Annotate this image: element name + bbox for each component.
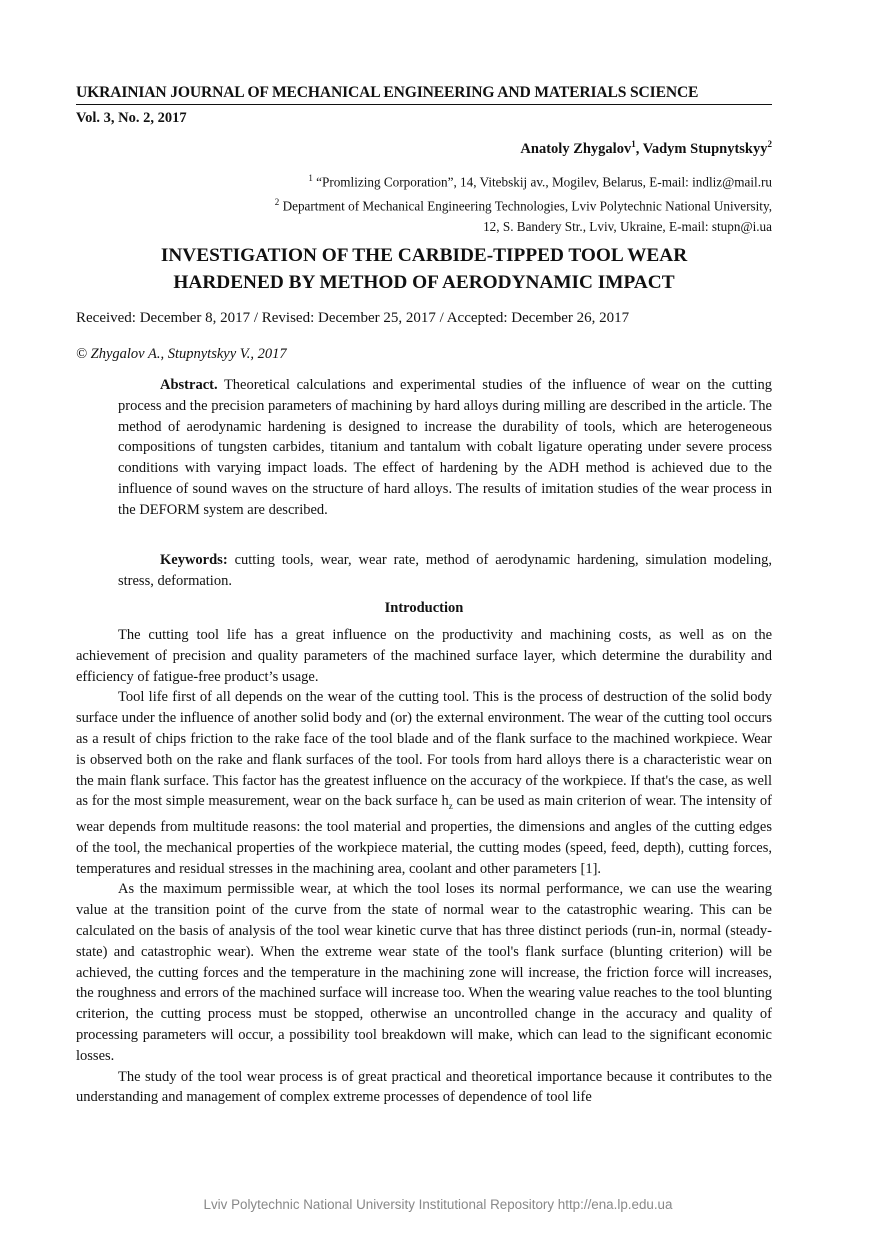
paragraph-3: As the maximum permissible wear, at which the tool loses its normal performance, we can use the wearing value at the transition point of the curve from the state of normal wear to the catastrophic wearing. This can be calculated on the basis of analysis of the tool wear kinetic curve that has three distinct periods (run-in, normal (steady-state) and catastrophic wear). When the extreme wear state of the tool's flank surface (blunting criterion) will be achieved, the cutting forces and the temperature in the machining zone will increase, the friction force will increases, the roughness and errors of the machined surface will increase too. When the wearing value reaches to the tool blunting criterion, the cutting process must be stopped, otherwise an uncontrolled change in the accuracy and quality of processing parameters will occur, a possibility tool breakdown will make, which can lead to the significant economic losses. — [76, 881, 772, 1064]
author-2: Vadym Stupnytskyy — [642, 140, 768, 157]
paragraph-2-subscript: z — [448, 801, 453, 812]
keywords — [118, 550, 772, 592]
keywords-text: cutting tools, wear, wear rate, method of aerodynamic hardening, simulation modeling, stress, deformation. — [118, 552, 772, 589]
affiliation-2-text: Department of Mechanical Engineering Technologies, Lviv Polytechnic National University, — [279, 198, 772, 214]
affiliation-1-text: “Promlizing Corporation”, 14, Vitebskij av., Mogilev, Belarus, E-mail: indliz@mail.ru — [312, 174, 772, 190]
affiliation-2-address: 12, S. Bandery Str., Lviv, Ukraine, E-mail: stupn@i.ua — [483, 218, 772, 234]
paragraph-1: The cutting tool life has a great influence on the productivity and machining costs, as well as on the achievement of precision and quality parameters of the machined surface layer, which determine the durability and efficiency of fatigue-free product’s usage. — [76, 627, 772, 685]
affiliation-1-sup: 1 — [308, 173, 313, 183]
paragraph-2-part-a: Tool life first of all depends on the wear of the cutting tool. This is the process of destruction of the solid body surface under the influence of another solid body and (or) the external environment. The wear of the cutting tool occurs as a result of chips friction to the rake face of the tool blade and of the flank surface to the machined workpiece. Wear is observed both on the rake and flank surfaces of the tool. For tools from hard alloys there is a characteristic wear on the main flank surface. This factor has the greatest influence on the accuracy of the workpiece. If that's the case, as well as for the most simple measurement, wear on the back surface h — [76, 689, 772, 810]
copyright: © Zhygalov A., Stupnytskyy V., 2017 — [76, 346, 287, 362]
introduction-body — [76, 625, 772, 1108]
section-heading-introduction: Introduction — [384, 600, 464, 616]
affiliations — [275, 168, 772, 237]
repository-footer: Lviv Polytechnic National University Institutional Repository http://ena.lp.edu.ua — [203, 1197, 673, 1212]
author-separator: , — [635, 140, 643, 157]
title-line-2: HARDENED BY METHOD OF AERODYNAMIC IMPACT — [173, 272, 675, 293]
affiliation-1 — [275, 168, 772, 192]
paragraph-4: The study of the tool wear process is of great practical and theoretical importance because it contributes to the understanding and management of complex extreme processes of dependence of tool life — [76, 1068, 772, 1106]
paper-title — [76, 242, 772, 296]
abstract-label: Abstract. — [160, 377, 218, 393]
keywords-label: Keywords: — [160, 552, 228, 568]
affiliation-2-sup: 2 — [274, 197, 280, 208]
received-dates: Received: December 8, 2017 / Revised: December 25, 2017 / Accepted: December 26, 2017 — [76, 310, 630, 326]
abstract-text: Theoretical calculations and experimental studies of the influence of wear on the cutting process and the precision parameters of machining by hard alloys during milling are described in the article. The method of aerodynamic hardening is designed to increase the durability of tools, which are heterogeneous compositions of tungsten carbides, titanium and tantalum with cobalt ligature operating under severe process conditions with varying impact loads. The effect of hardening by the ADH method is achieved due to the influence of sound waves on the structure of hard alloys. The results of imitation studies of the wear process in the DEFORM system are described. — [118, 377, 772, 518]
author-2-sup: 2 — [767, 139, 772, 149]
affiliation-2 — [275, 192, 772, 216]
paragraph-2 — [76, 687, 772, 879]
author-1: Anatoly Zhygalov — [520, 140, 632, 157]
title-line-1: INVESTIGATION OF THE CARBIDE-TIPPED TOOL WEAR — [160, 245, 688, 266]
volume-info: Vol. 3, No. 2, 2017 — [76, 110, 187, 126]
paragraph-2-part-b: can be used as main criterion of wear. The intensity of wear depends from multitude reasons: the tool material and properties, the dimensions and angles of the cutting edges of the tool, the mechanical properties of the workpiece material, the cutting modes (speed, feed, depth), cutting forces, temperatures and residual stresses in the machining area, coolant and other parameters [1]. — [76, 793, 772, 877]
authors-line — [520, 139, 772, 158]
author-1-sup: 1 — [631, 139, 636, 149]
journal-title: UKRAINIAN JOURNAL OF MECHANICAL ENGINEERING AND MATERIALS SCIENCE — [76, 84, 772, 105]
abstract — [118, 375, 772, 521]
